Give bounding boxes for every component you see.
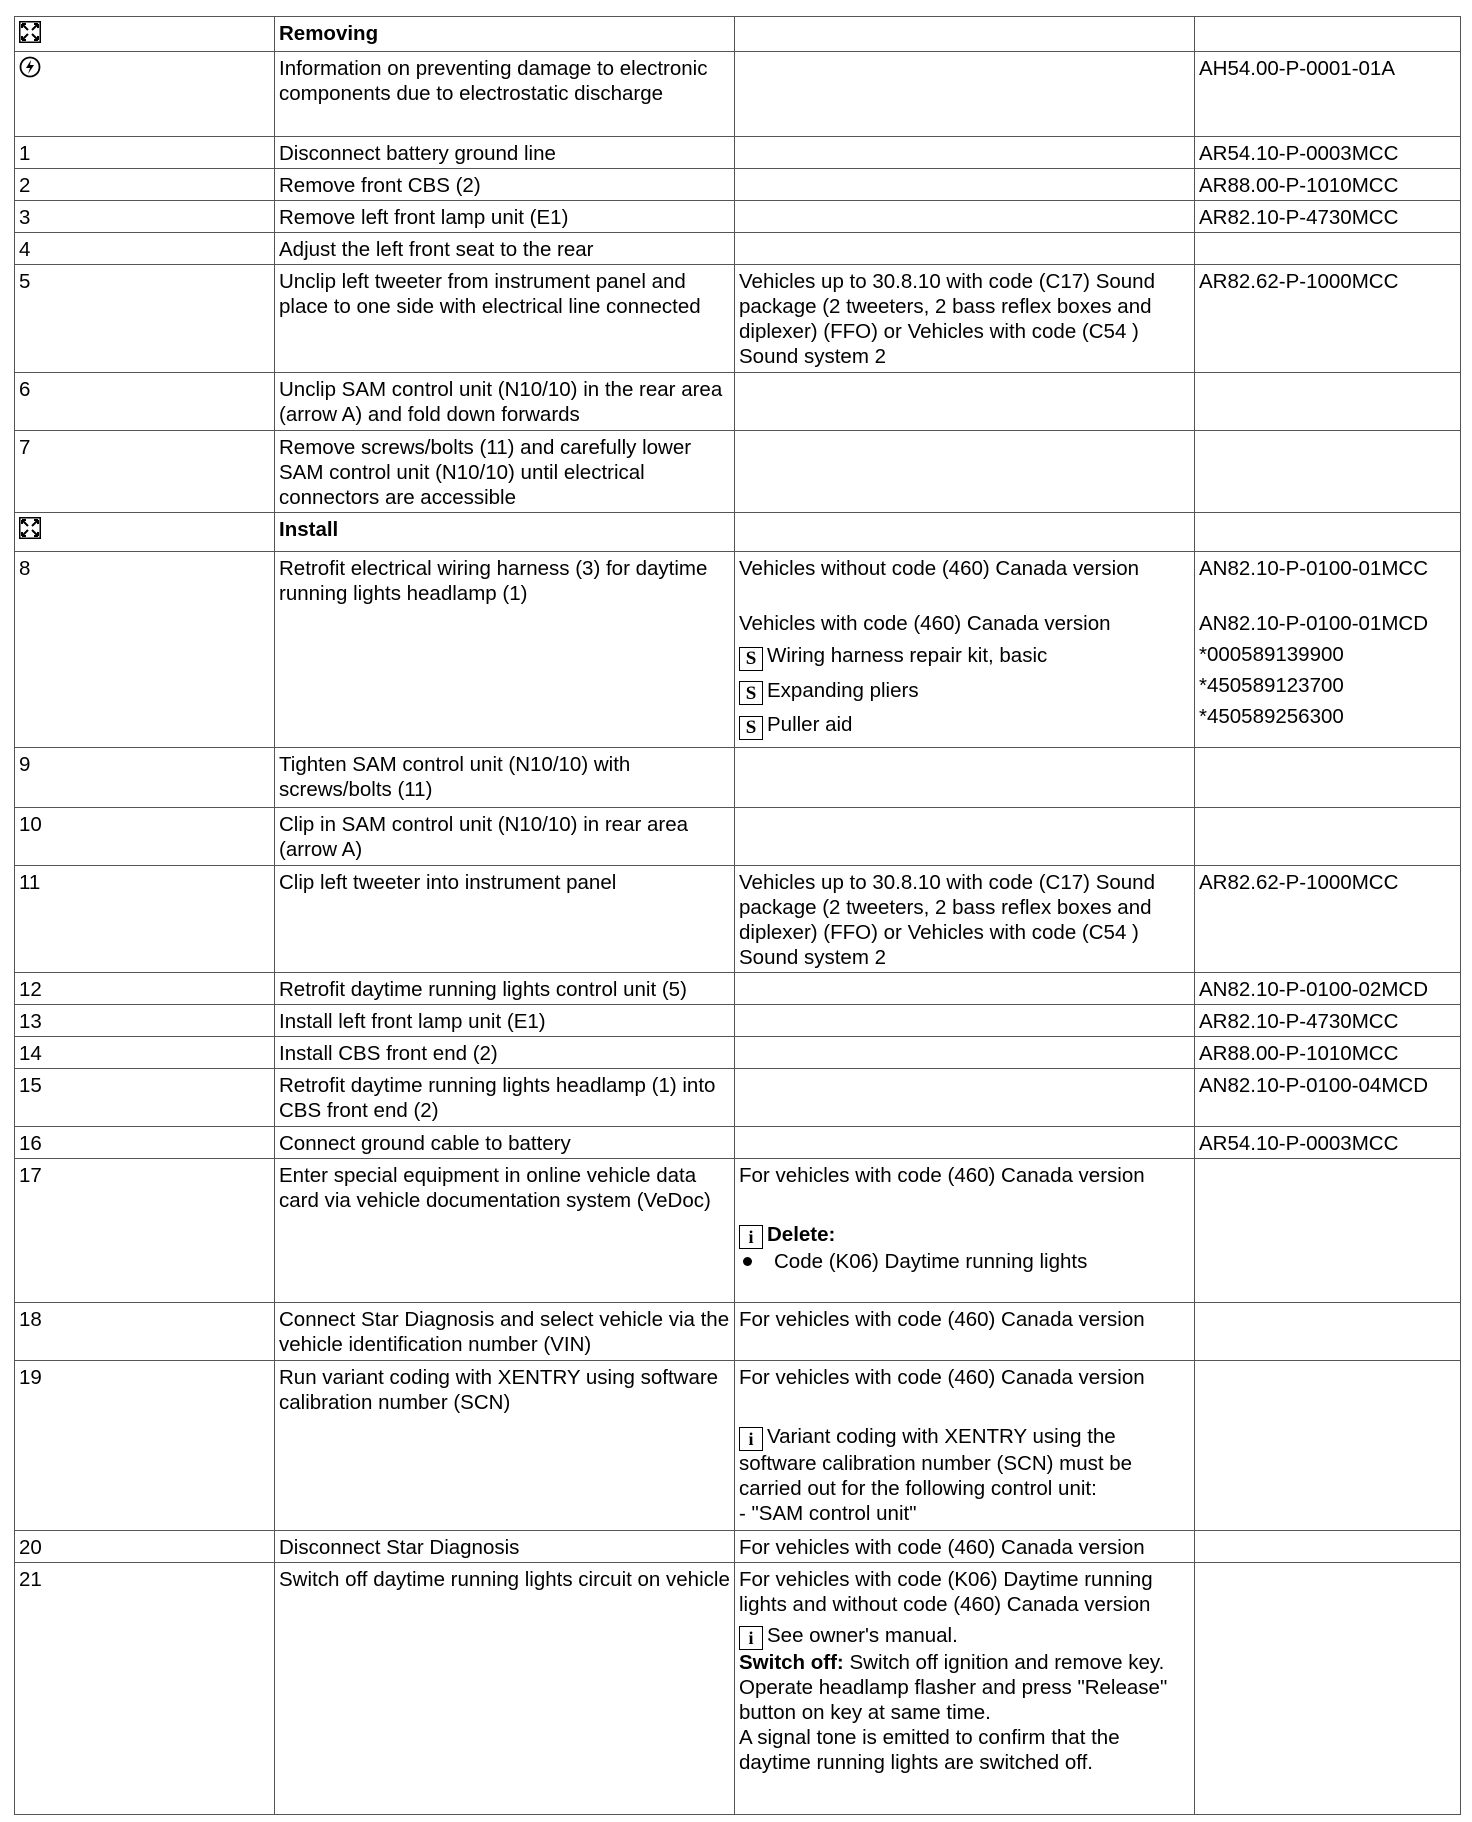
step-text: Clip left tweeter into instrument panel xyxy=(275,866,735,973)
section-row-removing xyxy=(15,17,1461,52)
special-tool-icon: S xyxy=(739,716,763,740)
section-title-install: Install xyxy=(275,513,735,552)
esd-warning-icon xyxy=(19,56,41,84)
step-text: Unclip SAM control unit (N10/10) in the rear area (arrow A) and fold down forwards xyxy=(275,373,735,431)
step-number: 12 xyxy=(15,973,275,1005)
step-text: Switch off daytime running lights circuit on vehicle xyxy=(275,1563,735,1815)
condition-note: For vehicles with code (K06) Daytime running lights and without code (460) Canada version xyxy=(739,1568,1153,1616)
step-text: Retrofit electrical wiring harness (3) for daytime running lights headlamp (1) xyxy=(275,552,735,748)
table-row xyxy=(15,52,1461,137)
step-text: Disconnect battery ground line xyxy=(275,137,735,169)
condition-note: For vehicles with code (460) Canada version xyxy=(735,1303,1195,1361)
table-row xyxy=(15,431,1461,513)
step-number: 20 xyxy=(15,1531,275,1563)
condition-note: For vehicles with code (460) Canada version xyxy=(739,1366,1145,1389)
step-number: 11 xyxy=(15,866,275,973)
reference-link[interactable]: AR82.62-P-1000MCC xyxy=(1195,866,1461,973)
step-text: Clip in SAM control unit (N10/10) in rear area (arrow A) xyxy=(275,808,735,866)
table-row xyxy=(15,137,1461,169)
step-number: 10 xyxy=(15,808,275,866)
reference-link[interactable]: AN82.10-P-0100-01MCC xyxy=(1199,557,1429,580)
condition-note: Vehicles up to 30.8.10 with code (C17) Sound package (2 tweeters, 2 bass reflex boxes and diplexer) (FFO) or Vehicles with code (C54 ) Sound system 2 xyxy=(735,866,1195,973)
condition-note: Vehicles with code (460) Canada version xyxy=(739,612,1111,635)
condition-note: For vehicles with code (460) Canada version xyxy=(739,1164,1145,1187)
condition-note: Vehicles without code (460) Canada version xyxy=(739,557,1139,580)
special-tool-icon: S xyxy=(739,681,763,705)
reference-link[interactable]: AN82.10-P-0100-04MCD xyxy=(1195,1069,1461,1127)
signal-tone-text: A signal tone is emitted to confirm that the daytime running lights are switched off. xyxy=(739,1726,1120,1774)
step-text: Remove front CBS (2) xyxy=(275,169,735,201)
step-text: Tighten SAM control unit (N10/10) with screws/bolts (11) xyxy=(275,748,735,808)
reference-link[interactable]: AN82.10-P-0100-02MCD xyxy=(1195,973,1461,1005)
step-number: 9 xyxy=(15,748,275,808)
step-text: Retrofit daytime running lights control unit (5) xyxy=(275,973,735,1005)
info-note: i Variant coding with XENTRY using the software calibration number (SCN) must be carried out for the following control unit: xyxy=(739,1425,1133,1500)
bullet-item: Code (K06) Daytime running lights xyxy=(739,1249,1190,1274)
condition-cell xyxy=(735,1361,1195,1531)
switch-off-text: Switch off: Switch off ignition and remove key. Operate headlamp flasher and press "Release" button on key at same time. xyxy=(739,1651,1168,1724)
table-row xyxy=(15,866,1461,973)
info-item: - "SAM control unit" xyxy=(739,1502,917,1525)
table-row xyxy=(15,973,1461,1005)
table-row xyxy=(15,169,1461,201)
step-number: 5 xyxy=(15,265,275,373)
table-row xyxy=(15,373,1461,431)
step-number: 17 xyxy=(15,1159,275,1303)
step-number: 15 xyxy=(15,1069,275,1127)
reference-link[interactable]: AR88.00-P-1010MCC xyxy=(1195,1037,1461,1069)
table-row xyxy=(15,1005,1461,1037)
step-number: 21 xyxy=(15,1563,275,1815)
table-row xyxy=(15,1531,1461,1563)
step-number: 4 xyxy=(15,233,275,265)
step-number: 1 xyxy=(15,137,275,169)
step-text: Remove screws/bolts (11) and carefully lower SAM control unit (N10/10) until electrical connectors are accessible xyxy=(275,431,735,513)
tool-number[interactable]: *450589256300 xyxy=(1199,705,1344,728)
tool-item: S Expanding pliers xyxy=(739,678,1190,706)
table-row xyxy=(15,1563,1461,1815)
step-number: 8 xyxy=(15,552,275,748)
table-row xyxy=(15,808,1461,866)
section-row-install xyxy=(15,513,1461,552)
step-text: Unclip left tweeter from instrument panel and place to one side with electrical line connected xyxy=(275,265,735,373)
section-title-removing: Removing xyxy=(275,17,735,52)
step-number: 16 xyxy=(15,1127,275,1159)
tool-item: S Puller aid xyxy=(739,712,1190,740)
bullet-icon xyxy=(743,1257,752,1266)
step-number: 19 xyxy=(15,1361,275,1531)
step-text: Remove left front lamp unit (E1) xyxy=(275,201,735,233)
step-text: Retrofit daytime running lights headlamp (1) into CBS front end (2) xyxy=(275,1069,735,1127)
table-row xyxy=(15,1037,1461,1069)
step-text: Enter special equipment in online vehicle data card via vehicle documentation system (VeDoc) xyxy=(275,1159,735,1303)
special-tool-icon: S xyxy=(739,647,763,671)
step-number: 6 xyxy=(15,373,275,431)
step-text: Adjust the left front seat to the rear xyxy=(275,233,735,265)
info-icon: i xyxy=(739,1427,763,1451)
table-row xyxy=(15,1361,1461,1531)
step-number: 2 xyxy=(15,169,275,201)
condition-cell xyxy=(735,552,1195,748)
tool-number[interactable]: *450589123700 xyxy=(1199,674,1344,697)
step-number: 7 xyxy=(15,431,275,513)
expand-arrows-icon xyxy=(19,21,41,49)
info-icon: i xyxy=(739,1626,763,1650)
reference-link[interactable]: AR82.10-P-4730MCC xyxy=(1195,201,1461,233)
table-row xyxy=(15,1127,1461,1159)
reference-cell xyxy=(1195,552,1461,748)
reference-link[interactable]: AR82.62-P-1000MCC xyxy=(1195,265,1461,373)
condition-cell xyxy=(735,1159,1195,1303)
step-number: 3 xyxy=(15,201,275,233)
table-row xyxy=(15,552,1461,748)
info-note: i See owner's manual. xyxy=(739,1623,1190,1650)
table-row xyxy=(15,1303,1461,1361)
table-row xyxy=(15,1159,1461,1303)
step-number: 13 xyxy=(15,1005,275,1037)
step-text: Connect Star Diagnosis and select vehicle via the vehicle identification number (VIN) xyxy=(275,1303,735,1361)
step-text: Disconnect Star Diagnosis xyxy=(275,1531,735,1563)
tool-number[interactable]: *000589139900 xyxy=(1199,643,1344,666)
step-number: 18 xyxy=(15,1303,275,1361)
table-row xyxy=(15,265,1461,373)
condition-cell xyxy=(735,1563,1195,1815)
tool-item: S Wiring harness repair kit, basic xyxy=(739,643,1190,671)
step-text: Install left front lamp unit (E1) xyxy=(275,1005,735,1037)
reference-link[interactable]: AN82.10-P-0100-01MCD xyxy=(1199,612,1429,635)
table-row xyxy=(15,233,1461,265)
step-text: Run variant coding with XENTRY using software calibration number (SCN) xyxy=(275,1361,735,1531)
table-row xyxy=(15,1069,1461,1127)
reference-link[interactable]: AR82.10-P-4730MCC xyxy=(1195,1005,1461,1037)
procedure-table xyxy=(14,16,1461,1815)
reference-link[interactable]: AH54.00-P-0001-01A xyxy=(1195,52,1461,137)
condition-note: Vehicles up to 30.8.10 with code (C17) Sound package (2 tweeters, 2 bass reflex boxes and diplexer) (FFO) or Vehicles with code (C54 ) Sound system 2 xyxy=(735,265,1195,373)
info-icon: i xyxy=(739,1225,763,1249)
step-text: Information on preventing damage to electronic components due to electrostatic discharge xyxy=(275,52,735,137)
expand-arrows-icon xyxy=(19,517,41,545)
reference-link[interactable]: AR54.10-P-0003MCC xyxy=(1195,1127,1461,1159)
step-number: 14 xyxy=(15,1037,275,1069)
reference-link[interactable]: AR54.10-P-0003MCC xyxy=(1195,137,1461,169)
reference-link[interactable]: AR88.00-P-1010MCC xyxy=(1195,169,1461,201)
step-text: Install CBS front end (2) xyxy=(275,1037,735,1069)
step-text: Connect ground cable to battery xyxy=(275,1127,735,1159)
table-row xyxy=(15,201,1461,233)
condition-note: For vehicles with code (460) Canada version xyxy=(735,1531,1195,1563)
delete-heading: i Delete: xyxy=(739,1222,1190,1249)
table-row xyxy=(15,748,1461,808)
